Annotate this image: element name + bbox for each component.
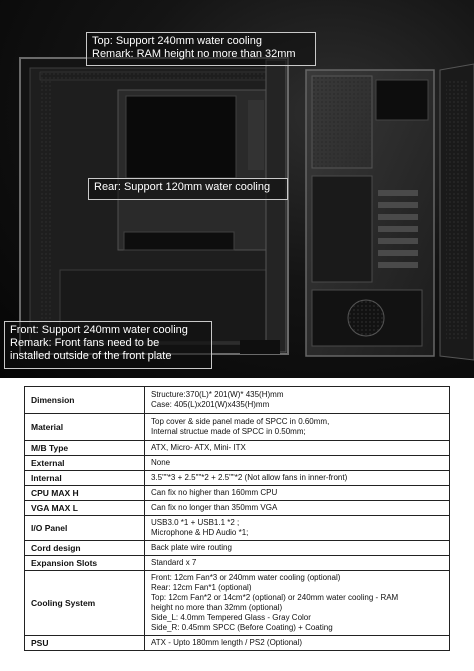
spec-label: Expansion Slots: [25, 556, 145, 571]
spec-section: [0, 378, 474, 671]
spec-value-line: Top cover & side panel made of SPCC in 0.60mm,: [151, 417, 330, 426]
spec-value-line: height no more than 32mm (optional): [151, 603, 283, 612]
spec-value-line: Internal structue made of SPCC in 0.50mm;: [151, 427, 306, 436]
case-rear-view: [306, 70, 434, 356]
spec-value: [145, 414, 450, 441]
table-row: [25, 516, 450, 541]
table-row: [25, 556, 450, 571]
callout-front-cooling: [4, 321, 212, 369]
spec-value: ATX, Micro- ATX, Mini- ITX: [145, 441, 450, 456]
table-row: [25, 414, 450, 441]
spec-value-line: Side_R: 0.45mm SPCC (Before Coating) + Coating: [151, 623, 333, 632]
callout-front-line-1: Front: Support 240mm water cooling: [10, 324, 188, 336]
case-side-view: [20, 58, 288, 354]
spec-value: None: [145, 456, 450, 471]
spec-label: Cooling System: [25, 571, 145, 636]
spec-value-line: USB3.0 *1 + USB1.1 *2 ;: [151, 518, 240, 527]
spec-label: Dimension: [25, 387, 145, 414]
callout-front-line-2: Remark: Front fans need to be: [10, 337, 160, 349]
spec-value: Standard x 7: [145, 556, 450, 571]
spec-label: VGA MAX L: [25, 501, 145, 516]
table-row: [25, 441, 450, 456]
spec-table: [24, 386, 450, 651]
spec-value: Can fix no higher than 160mm CPU: [145, 486, 450, 501]
case-side-panel: [440, 64, 474, 360]
spec-label: M/B Type: [25, 441, 145, 456]
callout-top-cooling: [86, 32, 316, 66]
spec-value: Back plate wire routing: [145, 541, 450, 556]
callout-rear-line-1: Rear: Support 120mm water cooling: [94, 181, 271, 193]
callout-top-line-1: Top: Support 240mm water cooling: [92, 35, 262, 47]
callout-front-line-3: installed outside of the front plate: [10, 350, 172, 362]
spec-value: [145, 516, 450, 541]
table-row: [25, 387, 450, 414]
spec-value-line: Side_L: 4.0mm Tempered Glass - Gray Color: [151, 613, 311, 622]
spec-value-line: Rear: 12cm Fan*1 (optional): [151, 583, 252, 592]
spec-label: Internal: [25, 471, 145, 486]
spec-value: ATX - Upto 180mm length / PS2 (Optional): [145, 636, 450, 651]
spec-value: [145, 571, 450, 636]
table-row: [25, 501, 450, 516]
spec-label: CPU MAX H: [25, 486, 145, 501]
spec-label: Cord design: [25, 541, 145, 556]
callout-rear-cooling: [88, 178, 288, 200]
table-row: [25, 486, 450, 501]
spec-label: External: [25, 456, 145, 471]
table-row: [25, 541, 450, 556]
table-row: [25, 471, 450, 486]
spec-value-line: Structure:370(L)* 201(W)* 435(H)mm: [151, 390, 284, 399]
spec-value: [145, 387, 450, 414]
spec-value: 3.5""*3 + 2.5""*2 + 2.5""*2 (Not allow fans in inner-front): [145, 471, 450, 486]
spec-value-line: Case: 405(L)x201(W)x435(H)mm: [151, 400, 270, 409]
spec-label: PSU: [25, 636, 145, 651]
spec-value-line: Top: 12cm Fan*2 or 14cm*2 (optional) or 240mm water cooling - RAM: [151, 593, 399, 602]
spec-label: I/O Panel: [25, 516, 145, 541]
table-row: [25, 456, 450, 471]
callout-top-line-2: Remark: RAM height no more than 32mm: [92, 48, 296, 60]
table-row: [25, 636, 450, 651]
spec-value-line: Front: 12cm Fan*3 or 240mm water cooling (optional): [151, 573, 341, 582]
spec-value-line: Microphone & HD Audio *1;: [151, 528, 249, 537]
spec-value: Can fix no longer than 350mm VGA: [145, 501, 450, 516]
spec-label: Material: [25, 414, 145, 441]
table-row: [25, 571, 450, 636]
